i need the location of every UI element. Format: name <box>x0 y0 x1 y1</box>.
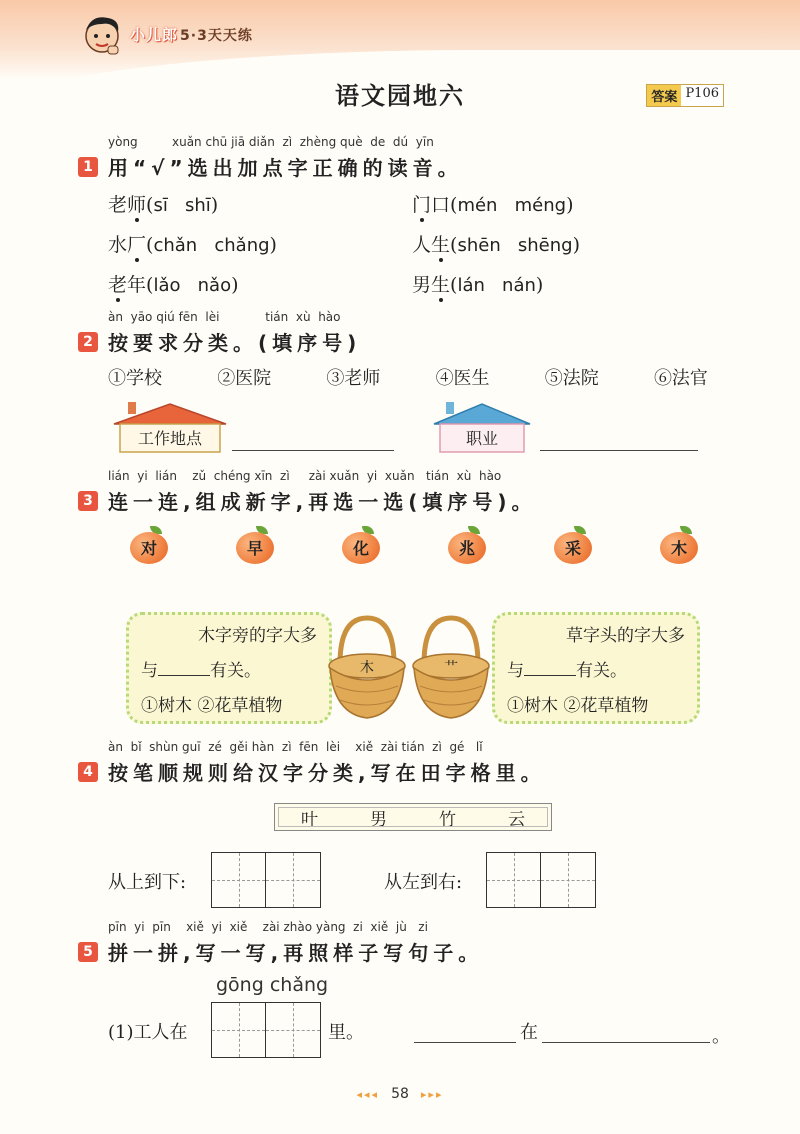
basket-icon[interactable] <box>410 614 492 724</box>
sentence-suffix: 里。 <box>328 1022 364 1043</box>
q4-header <box>78 757 546 786</box>
q5-text: 拼一拼,写一写,再照样子写句子。 <box>108 941 484 965</box>
apple-card[interactable] <box>236 526 274 562</box>
tian-grid[interactable] <box>211 1002 321 1058</box>
panel-wood-radical <box>126 612 332 724</box>
q1-text: 用“√”选出加点字正确的读音。 <box>108 156 463 180</box>
brand-logo <box>78 10 253 58</box>
answer-line[interactable] <box>414 1042 516 1043</box>
q1-item-paren: ( <box>450 274 458 296</box>
answer-ref-badge[interactable] <box>646 84 724 107</box>
sentence-mid: 在 <box>520 1022 538 1043</box>
q2-option: ⑤法院 <box>544 368 599 389</box>
q1-item-paren: ) <box>566 194 574 216</box>
panel-text: 有关。 <box>210 661 261 681</box>
q1-item-dot-char: 门 <box>412 194 432 216</box>
q1-item-dot-char: 老 <box>108 274 128 296</box>
grid-cell[interactable] <box>212 1003 266 1057</box>
grid-cell[interactable] <box>487 853 541 907</box>
brand-name: 小儿郎 <box>130 25 179 44</box>
q1-item[interactable] <box>108 270 239 297</box>
q1-item-pinyin: chǎn chǎng <box>153 235 270 256</box>
mascot-icon <box>78 10 126 58</box>
panel-text: 有关。 <box>576 661 627 681</box>
tian-grid[interactable] <box>211 852 321 908</box>
q2-text: 按要求分类。(填序号) <box>108 331 362 355</box>
q2-option: ①学校 <box>108 368 162 389</box>
basket-icon[interactable] <box>326 614 408 724</box>
q2-option: ②医院 <box>217 368 272 389</box>
q5-header <box>78 937 483 966</box>
answer-line[interactable] <box>232 450 394 451</box>
q1-item-paren: ) <box>210 194 219 216</box>
grid-cell[interactable] <box>266 1003 320 1057</box>
q3-header <box>78 486 536 515</box>
fill-blank[interactable] <box>158 659 210 676</box>
apple-card[interactable] <box>342 526 380 562</box>
apple-char: 采 <box>564 539 581 558</box>
page-footer <box>0 1086 800 1102</box>
q3-number: 3 <box>78 491 98 511</box>
page-number: 58 <box>391 1086 409 1102</box>
apple-char: 化 <box>352 539 369 558</box>
tian-grid[interactable] <box>486 852 596 908</box>
q1-number: 1 <box>78 157 98 177</box>
bank-char: 云 <box>508 809 525 830</box>
q1-item-pinyin: lǎo nǎo <box>153 275 232 296</box>
q5-pinyin: pīn yi pīn xiě yi xiě zài zhào yàng zi xiě jù zi <box>108 920 428 934</box>
q1-item-dot-char: 师 <box>127 194 147 216</box>
apple-char: 对 <box>140 539 157 558</box>
q1-item-char: 老 <box>108 194 128 216</box>
q3-text: 连一连,组成新字,再选一选(填序号)。 <box>108 490 537 514</box>
apple-card[interactable] <box>660 526 698 562</box>
q4-text: 按笔顺规则给汉字分类,写在田字格里。 <box>108 761 546 785</box>
char-bank <box>274 803 552 831</box>
panel-text: 与 <box>507 661 524 681</box>
q1-item-pinyin: shēn shēng <box>457 235 573 256</box>
q4-pinyin: àn bǐ shùn guī zé gěi hàn zì fēn lèi xiě zài tián zì gé lǐ <box>108 740 483 754</box>
word-pinyin: gōng chǎng <box>216 974 329 996</box>
apple-card[interactable] <box>130 526 168 562</box>
q1-item-paren: 口( <box>431 194 458 216</box>
q1-item-char: 男 <box>412 274 432 296</box>
apple-char: 兆 <box>458 539 475 558</box>
apple-card[interactable] <box>448 526 486 562</box>
q1-item[interactable] <box>412 270 543 297</box>
label-top-to-bottom: 从上到下: <box>108 872 187 893</box>
q1-item[interactable] <box>412 190 573 217</box>
house-icon <box>430 400 534 456</box>
panel-line: 草字头的字大多 <box>566 626 685 646</box>
q3-pinyin: lián yi lián zǔ chéng xīn zì zài xuǎn yi xuǎn tián xù hào <box>108 469 502 483</box>
q2-option: ⑥法官 <box>653 368 708 389</box>
apple-char: 早 <box>246 539 263 558</box>
basket-label: 艹 <box>444 660 458 676</box>
answer-page: P106 <box>681 85 723 106</box>
bank-char: 竹 <box>439 809 456 830</box>
basket-label: 木 <box>360 660 374 676</box>
q1-item-char: 人 <box>412 234 432 256</box>
label-left-to-right: 从左到右: <box>384 872 463 893</box>
q1-item-paren: 年( <box>127 274 154 296</box>
house-label-workplace: 工作地点 <box>137 429 203 448</box>
series-name: 5·3天天练 <box>180 27 253 44</box>
bank-char: 男 <box>370 809 387 830</box>
q1-item-paren: ( <box>146 194 154 216</box>
fill-blank[interactable] <box>524 659 576 676</box>
q1-item-pinyin: lán nán <box>457 275 536 296</box>
arrow-left-icon: ◂◂◂ <box>356 1088 380 1101</box>
house-label-job: 职业 <box>465 429 499 448</box>
q4-number: 4 <box>78 762 98 782</box>
q1-item-pinyin: sī shī <box>153 195 211 216</box>
sentence-prefix: (1)工人在 <box>108 1022 188 1043</box>
q1-item[interactable] <box>412 230 580 257</box>
grid-cell[interactable] <box>541 853 595 907</box>
panel-fill-line <box>141 656 317 681</box>
panel-grass-radical <box>492 612 700 724</box>
arrow-right-icon: ▸▸▸ <box>420 1088 444 1101</box>
q1-item-paren: ) <box>269 234 277 256</box>
q1-pinyin: yòng xuǎn chū jiā diǎn zì zhèng què de dú yīn <box>108 135 434 149</box>
panel-line: 木字旁的字大多 <box>198 626 317 646</box>
q2-option: ④医生 <box>435 368 490 389</box>
q5-number: 5 <box>78 942 98 962</box>
q1-item[interactable] <box>108 190 218 217</box>
panel-fill-line <box>507 656 685 681</box>
q1-item-dot-char: 厂 <box>127 234 147 256</box>
panel-options: ①树木 ②花草植物 <box>141 696 283 716</box>
q1-item-paren: ) <box>231 274 239 296</box>
q2-options <box>108 364 708 390</box>
q1-item-dot-char: 生 <box>431 234 451 256</box>
q2-number: 2 <box>78 332 98 352</box>
apple-card[interactable] <box>554 526 592 562</box>
q2-option: ③老师 <box>326 368 381 389</box>
q2-pinyin: àn yāo qiú fēn lèi tián xù hào <box>108 310 341 324</box>
q1-header <box>78 152 463 181</box>
answer-line[interactable] <box>540 450 698 451</box>
panel-options: ①树木 ②花草植物 <box>507 696 649 716</box>
q1-item-paren: ( <box>146 234 154 256</box>
q1-item-pinyin: mén méng <box>457 195 567 216</box>
q1-item[interactable] <box>108 230 277 257</box>
panel-text: 与 <box>141 661 158 681</box>
page-title: 语文园地六 <box>335 82 465 110</box>
q1-item-paren: ) <box>572 234 581 256</box>
q1-item-paren: ( <box>450 234 458 256</box>
bank-char: 叶 <box>301 809 318 830</box>
sentence-end: 。 <box>712 1026 730 1047</box>
apple-char: 木 <box>670 539 687 558</box>
q1-item-paren: ) <box>535 274 544 296</box>
q2-header <box>78 327 361 356</box>
q1-item-dot-char: 生 <box>431 274 451 296</box>
grid-cell[interactable] <box>212 853 266 907</box>
answer-label: 答案 <box>647 85 681 106</box>
answer-line[interactable] <box>542 1042 710 1043</box>
grid-cell[interactable] <box>266 853 320 907</box>
q1-item-char: 水 <box>108 234 128 256</box>
house-icon <box>110 400 230 456</box>
